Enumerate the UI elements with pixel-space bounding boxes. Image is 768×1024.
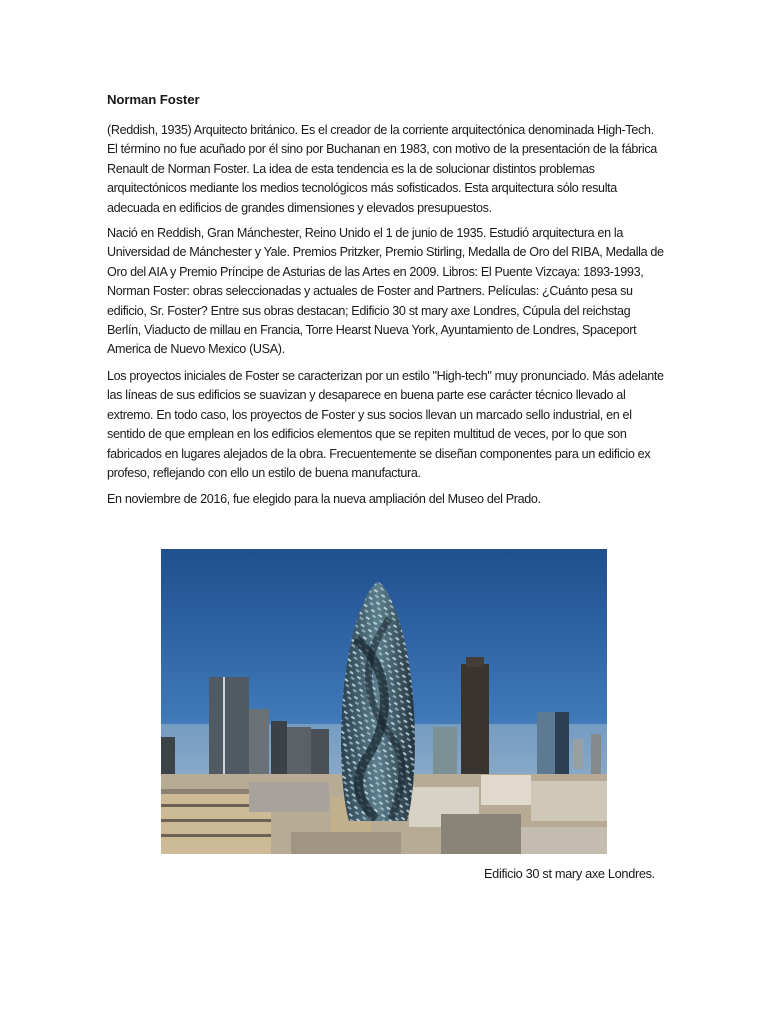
photo-30-st-mary-axe	[161, 549, 607, 854]
paragraph-intro: (Reddish, 1935) Arquitecto británico. Es el creador de la corriente arquitectónica denominada High-Tech. El término no fue acuñado por él sino por Buchanan en 1983, con motivo de la presentación de la fábrica Renault de Norman Foster. La idea de esta tendencia es la de solucionar distintos problemas arquitectónicos mediante los medios tecnológicos más sofisticados. Esta arquitectura sólo resulta adecuada en edificios de grandes dimensiones y elevados presupuestos.	[107, 123, 657, 215]
paragraph-style: Los proyectos iniciales de Foster se caracterizan por un estilo "High-tech" muy pronunciado. Más adelante las líneas de sus edificios se suavizan y desaparece en buena parte ese carácter técnico llevado al extremo. En todo caso, los proyectos de Foster y sus socios llevan un marcado sello industrial, en el sentido de que emplean en los edificios elementos que se repiten multitud de veces, por lo que son fabricados en lugares alejados de la obra. Frecuentemente se diseñan componentes para un edificio ex profeso, reflejando con ello un estilo de buena manufactura.	[107, 369, 664, 481]
document-title: Norman Foster	[107, 92, 200, 107]
figure-caption: Edificio 30 st mary axe Londres.	[484, 866, 655, 881]
paragraph-biography: Nació en Reddish, Gran Mánchester, Reino Unido el 1 de junio de 1935. Estudió arquitectura en la Universidad de Mánchester y Yale. Premios Pritzker, Premio Stirling, Medalla de Oro del RIBA, Medalla de Oro del AIA y Premio Príncipe de Asturias de las Artes en 2009. Libros: El Puente Vizcaya: 1893-1993, Norman Foster: obras seleccionadas y actuales de Foster and Partners. Películas: ¿Cuánto pesa su edificio, Sr. Foster? Entre sus obras destacan; Edificio 30 st mary axe Londres, Cúpula del reichstag Berlín, Viaducto de millau en Francia, Torre Hearst Nueva York, Ayuntamiento de Londres, Spaceport America de Nuevo Mexico (USA).	[107, 226, 664, 357]
paragraph-prado: En noviembre de 2016, fue elegido para la nueva ampliación del Museo del Prado.	[107, 492, 541, 506]
